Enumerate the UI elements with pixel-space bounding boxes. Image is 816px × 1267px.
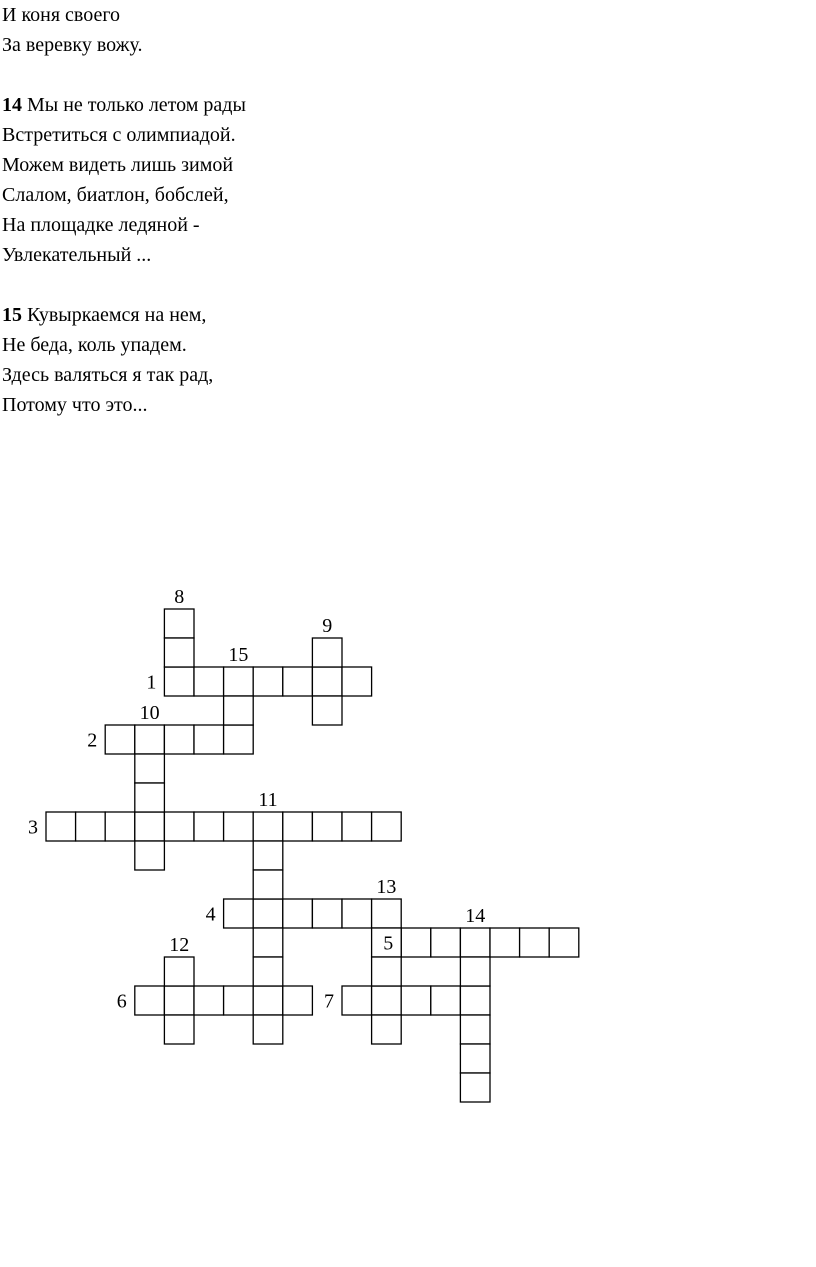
crossword-cell[interactable] [312,667,342,696]
crossword-cell[interactable] [401,928,431,957]
crossword-cell[interactable] [253,986,283,1015]
crossword-cell[interactable] [224,812,254,841]
crossword-cell[interactable] [283,667,313,696]
clue-number-10: 10 [139,702,160,724]
crossword-cell[interactable] [253,928,283,957]
poem-line: И коня своего [2,4,121,26]
crossword-cell[interactable] [549,928,579,957]
clue-number-4: 4 [205,903,216,926]
crossword-cell[interactable] [135,783,165,812]
crossword-cell[interactable] [164,1015,194,1044]
crossword-cell[interactable] [224,667,254,696]
poem-line: Не беда, коль упадем. [2,334,187,356]
crossword-cell[interactable] [135,986,165,1015]
crossword-cell[interactable] [224,899,254,928]
crossword-cell[interactable] [460,928,490,957]
clue-number-6: 6 [116,990,127,1013]
crossword-cell[interactable] [312,696,342,725]
crossword-cell[interactable] [312,638,342,667]
crossword-cell[interactable] [135,754,165,783]
crossword-cell[interactable] [194,986,224,1015]
crossword-cell[interactable] [164,609,194,638]
crossword-cell[interactable] [312,899,342,928]
crossword-cell[interactable] [372,986,402,1015]
crossword-cell[interactable] [372,899,402,928]
crossword-cell[interactable] [490,928,520,957]
clue-number-7: 7 [324,990,334,1013]
crossword-cell[interactable] [283,986,313,1015]
crossword-cell[interactable] [194,667,224,696]
crossword-cell[interactable] [372,928,402,957]
crossword-cell[interactable] [460,1015,490,1044]
crossword-cell[interactable] [283,899,313,928]
crossword-cell[interactable] [253,899,283,928]
crossword-cell[interactable] [372,957,402,986]
crossword-cell[interactable] [105,725,135,754]
crossword-cell[interactable] [253,957,283,986]
crossword-cell[interactable] [342,986,372,1015]
poem-line: Увлекательный ... [2,244,152,266]
clue-number-11: 11 [258,789,278,811]
crossword-cell[interactable] [76,812,106,841]
crossword-cell[interactable] [105,812,135,841]
clue-number-8: 8 [174,586,185,608]
crossword-cell[interactable] [224,986,254,1015]
clue-number-1: 1 [146,671,157,694]
crossword-cell[interactable] [164,812,194,841]
crossword-cell[interactable] [253,667,283,696]
crossword-cell[interactable] [460,1044,490,1073]
crossword-cell[interactable] [135,725,165,754]
crossword-cell[interactable] [224,725,254,754]
crossword-cell[interactable] [342,812,372,841]
clue-number-5: 5 [383,932,394,955]
poem-line: За веревку вожу. [2,34,143,56]
crossword-cell[interactable] [194,725,224,754]
crossword-cell[interactable] [135,841,165,870]
crossword-cell[interactable] [253,841,283,870]
crossword-cell[interactable] [164,725,194,754]
riddle-15-line: 15 Кувыркаемся на нем, [2,304,207,326]
clue-number-3: 3 [28,816,38,839]
crossword-cell[interactable] [164,667,194,696]
riddle-number: 14 [2,94,22,116]
crossword-cell[interactable] [372,812,402,841]
poem-line: Слалом, биатлон, бобслей, [2,184,229,206]
crossword-cell[interactable] [253,1015,283,1044]
crossword-cell[interactable] [431,986,461,1015]
poem-line: Можем видеть лишь зимой [2,154,234,176]
crossword-cell[interactable] [431,928,461,957]
poem-line: Потому что это... [2,394,148,416]
clue-number-2: 2 [87,729,98,752]
crossword-cell[interactable] [342,667,372,696]
riddle-14-line: 14 Мы не только летом рады [2,94,246,116]
crossword-cell[interactable] [164,638,194,667]
crossword-cell[interactable] [460,957,490,986]
crossword-cell[interactable] [253,812,283,841]
clue-number-15: 15 [228,644,249,666]
clue-number-12: 12 [169,934,190,956]
crossword-cell[interactable] [164,986,194,1015]
clue-number-13: 13 [376,876,397,898]
crossword-cell[interactable] [460,1073,490,1102]
poem-text [2,0,246,420]
crossword-cell[interactable] [372,1015,402,1044]
crossword-cell[interactable] [460,986,490,1015]
crossword-cell[interactable] [342,899,372,928]
crossword-cell[interactable] [312,812,342,841]
poem-line: Встретиться с олимпиадой. [2,124,236,146]
crossword-cell[interactable] [164,957,194,986]
poem-line: На площадке ледяной - [2,214,200,236]
riddle-number: 15 [2,304,22,326]
crossword-cell[interactable] [283,812,313,841]
poem-line: Здесь валяться я так рад, [2,364,214,386]
crossword-cell[interactable] [253,870,283,899]
crossword-cell[interactable] [401,986,431,1015]
clue-number-9: 9 [322,615,333,637]
crossword-cell[interactable] [135,812,165,841]
crossword-cell[interactable] [194,812,224,841]
crossword-cell[interactable] [520,928,550,957]
crossword-cell[interactable] [46,812,76,841]
crossword-cell[interactable] [224,696,254,725]
clue-number-14: 14 [465,905,486,927]
